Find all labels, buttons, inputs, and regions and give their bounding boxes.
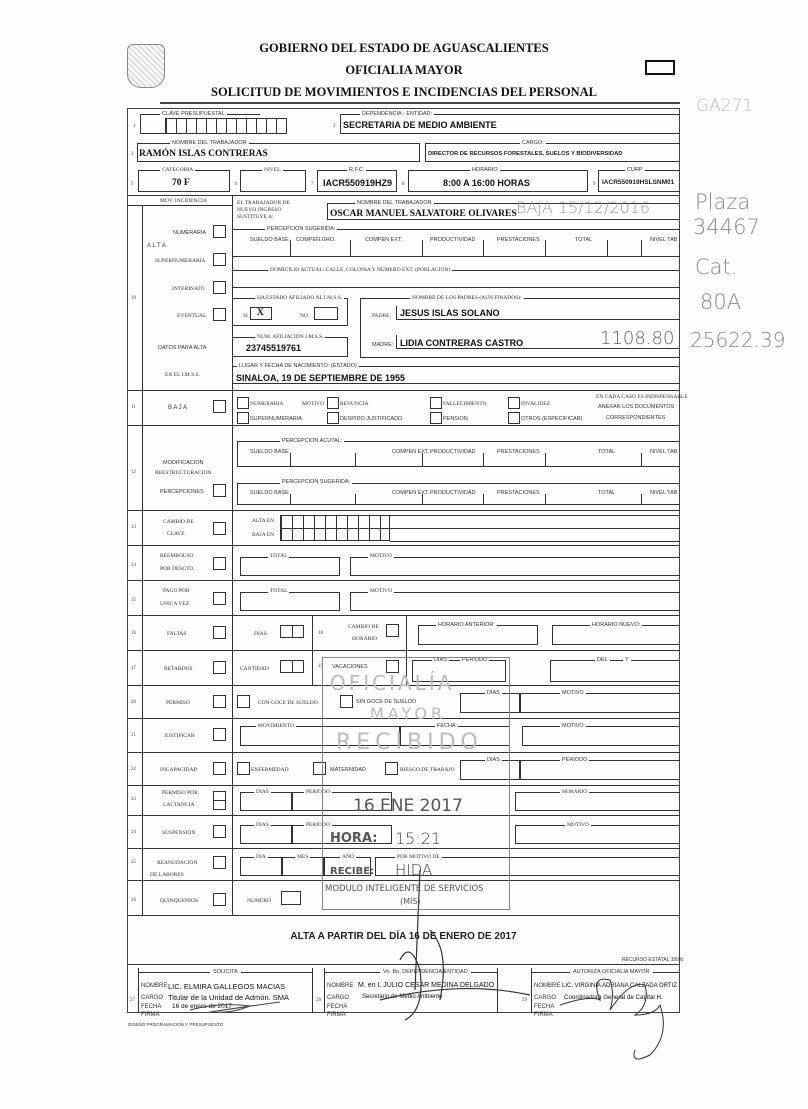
stamp-text: RECIBIDO: [336, 730, 483, 755]
invalidez-checkbox[interactable]: [508, 397, 520, 409]
field-label: DEPENDENCIA - ENTIDAD:: [362, 111, 432, 117]
pension-checkbox[interactable]: [430, 412, 442, 424]
field-label: CATEGORIA: [162, 167, 194, 173]
suspension-label: SUSPENSION: [162, 830, 196, 836]
fallecimiento-checkbox[interactable]: [430, 397, 442, 409]
baja-label: B A J A: [168, 405, 188, 411]
field-label: HORARIO NUEVO:: [592, 622, 641, 628]
dias-label: DIAS: [254, 631, 267, 637]
permiso-checkbox[interactable]: [213, 695, 226, 708]
alta-en-label: ALTA EN: [252, 518, 275, 524]
option-label: DESPIDO JUSTIFICADO: [340, 416, 403, 422]
justificar-checkbox[interactable]: [213, 728, 226, 741]
lactancia-horario-field[interactable]: [515, 792, 680, 811]
row-number: 27: [130, 998, 135, 1003]
column-label: PRESTACIONES: [497, 237, 540, 243]
cantidad-label: CANTIDAD: [240, 666, 269, 672]
madre-value: LIDIA CONTRERAS CASTRO: [400, 338, 524, 348]
row-number: 18: [318, 631, 323, 636]
otros-checkbox[interactable]: [508, 412, 520, 424]
row-number: 8: [402, 182, 405, 187]
option-label: OTROS (ESPECIFICAR): [521, 416, 583, 422]
sig-label: FIRMA: [327, 1012, 346, 1018]
row-number: 14: [131, 563, 136, 568]
vobo-nombre: M. en I. JULIO CESAR MEDINA DELGADO: [358, 982, 495, 989]
stamp-recibe-label: RECIBE:: [330, 866, 375, 877]
numeraria-label: NUMERARIA: [173, 230, 207, 236]
stamp-date: 16 ENE 2017: [353, 796, 463, 816]
stamp-text: MAYOR: [370, 704, 447, 723]
stamp-hora-label: HORA:: [330, 831, 378, 846]
handwritten-amount-2: 1108.80: [600, 328, 675, 349]
vacaciones-label: VACACIONES: [332, 664, 368, 670]
cambio-clave-checkbox[interactable]: [213, 522, 226, 535]
baja-numeraria-checkbox[interactable]: [237, 397, 249, 409]
solicita-title: SOLICITA: [210, 969, 241, 975]
column-label: PRODUCTIVIDAD: [430, 490, 476, 496]
baja-checkbox[interactable]: [213, 400, 226, 413]
supernumeraria-checkbox[interactable]: [213, 253, 226, 266]
field-label: MOTIVO: [562, 690, 584, 696]
field-label: POR MOTIVO DE: [397, 854, 440, 860]
incapacidad-periodo-field[interactable]: [520, 760, 680, 780]
baja-note: EN CADA CASO ES INDISPENSABLE: [596, 394, 688, 400]
header-government: GOBIERNO DEL ESTADO DE AGUASCALIENTES: [259, 41, 549, 55]
pago-label: PAGO POR: [163, 588, 190, 594]
reembolso-motivo-field[interactable]: [350, 557, 680, 576]
percepcion-sugerida-field[interactable]: [232, 229, 680, 257]
cambio-horario-checkbox[interactable]: [386, 624, 399, 637]
solicita-nombre: LIC. ELMIRA GALLEGOS MACIAS: [168, 982, 286, 991]
nombre-value: RAMÓN ISLAS CONTRERAS: [139, 149, 268, 159]
padre-label: PADRE:: [372, 313, 392, 319]
row-number: 24: [131, 830, 136, 835]
reanudacion-label: REANUDACION: [157, 860, 198, 866]
field-label: MOTIVO: [562, 723, 584, 729]
vobo-title: Vo. Bo. DEPENDENCIA/ENTIDAD: [380, 969, 471, 975]
autoriza-title: AUTORIZA OFICIALIA MAYOR: [570, 969, 653, 975]
field-label: LUGAR Y FECHA DE NACIMIENTO: (ESTADO): [239, 363, 357, 369]
option-label: SIN GOCE DE SUELDO: [356, 699, 417, 705]
stamp-hora: 15:21: [395, 829, 442, 848]
retardos-cantidad-input[interactable]: [280, 660, 304, 673]
horario-nuevo-field[interactable]: [552, 625, 680, 645]
reembolso-checkbox[interactable]: [213, 557, 226, 570]
no-checkbox[interactable]: [314, 307, 338, 320]
row-number: 6: [235, 182, 238, 187]
motivo-label: MOTIVO: [302, 401, 324, 407]
option-label: SUPERNUMERARIA: [250, 416, 302, 422]
suspension-motivo-field[interactable]: [515, 825, 680, 844]
field-label: TOTAL: [270, 553, 288, 559]
column-label: NIVEL TAB: [650, 449, 678, 455]
sig-label: FIRMA: [141, 1012, 160, 1018]
sig-label: CARGO: [141, 995, 164, 1001]
field-label: TOTAL: [270, 588, 288, 594]
curp-value: IACR550919HSLSNM01: [602, 179, 675, 186]
row-divider: [127, 390, 680, 391]
row-number: 15: [131, 598, 136, 603]
row-number: 21: [131, 733, 136, 738]
field-label: HORARIO ANTERIOR:: [438, 622, 495, 628]
option-label: INVALIDEZ: [521, 401, 550, 407]
lactancia-label: PERMISO POR: [162, 790, 198, 796]
row-number: 23: [131, 797, 136, 802]
modificacion-label: MODIFICACION: [163, 460, 204, 466]
row-number: 19: [318, 664, 323, 669]
row-divider: [127, 205, 232, 206]
row-number: 10: [131, 296, 136, 301]
field-label: NOMBRE DEL TRABAJADOR: [172, 140, 247, 146]
autoriza-cargo: Coordinadora General de Capital H.: [564, 994, 663, 1001]
row-number: 16: [131, 631, 136, 636]
incapacidad-label: INCAPACIDAD: [160, 767, 198, 773]
row-number: 1: [133, 124, 136, 129]
eventual-label: EVENTUAL: [177, 313, 207, 319]
cambio-horario-label: CAMBIO DE: [348, 624, 379, 630]
option-label: ENFERMEDAD: [251, 767, 289, 773]
column-label: PRODUCTIVIDAD: [430, 237, 476, 243]
alta-label: A L T A: [147, 243, 166, 249]
field-label: AÑO: [342, 854, 354, 860]
afiliacion-value: 23745519761: [246, 343, 302, 353]
option-label: FALLECIMIENTO: [443, 401, 487, 407]
field-label: DIAS: [487, 757, 500, 763]
header-rule: [160, 102, 680, 104]
numero-label: NUMERO: [247, 898, 271, 904]
reestructuracion-label: REESTRUCTURACION: [155, 470, 212, 476]
horario-value: 8:00 A 16:00 HORAS: [443, 178, 530, 188]
sig-label: NOMBRE: [534, 983, 561, 989]
horario-anterior-field[interactable]: [418, 625, 538, 645]
lactancia-checkbox[interactable]: [213, 791, 226, 810]
column-label: PRESTACIONES: [497, 490, 540, 496]
row-number: 5: [131, 182, 134, 187]
column-label: SUELDO BASE: [250, 449, 289, 455]
interinato-label: INTERINATO: [172, 286, 205, 292]
pago-checkbox[interactable]: [213, 592, 226, 605]
sig-label: FECHA: [534, 1004, 555, 1010]
pago-motivo-field[interactable]: [350, 592, 680, 611]
page-title: SOLICITUD DE MOVIMIENTOS E INCIDENCIAS DEL PERSONAL: [211, 85, 597, 99]
suspension-checkbox[interactable]: [213, 825, 226, 838]
sig-label: CARGO: [534, 995, 557, 1001]
baja-supernumeraria-checkbox[interactable]: [237, 412, 249, 424]
column-label: TOTAL: [598, 490, 616, 496]
column-label: SUELDO BASE: [250, 237, 289, 243]
permiso-label: PERMISO: [166, 700, 190, 706]
column-label: PRODUCTIVIDAD: [430, 449, 476, 455]
row-number: 7: [311, 182, 314, 187]
con-goce-checkbox[interactable]: [237, 695, 250, 708]
cambio-horario-label: HORARIO: [352, 636, 378, 642]
cambio-clave-label: CAMBIO DE: [163, 519, 194, 525]
baja-note: CORRESPONDIENTES: [606, 415, 666, 421]
percepciones-label: PERCEPCIONES: [160, 489, 204, 495]
row-number: 17: [131, 666, 136, 671]
solicita-fecha: 16 de enero de 2017: [172, 1003, 232, 1010]
row-number: 9: [593, 182, 596, 187]
renuncia-checkbox[interactable]: [327, 397, 339, 409]
row-divider: [127, 425, 680, 426]
field-label: FECHA: [437, 723, 456, 729]
header-office: OFICIALIA MAYOR: [345, 63, 463, 77]
retardos-label: RETARDOS: [164, 666, 193, 672]
pago-total-field[interactable]: [240, 592, 340, 611]
field-label: NOMBRE DE LOS PADRES (AUN FINADOS):: [412, 295, 522, 301]
stamp-recibe: HIDA: [395, 861, 433, 879]
eventual-checkbox[interactable]: [213, 308, 226, 321]
baja-en-label: BAJA EN: [252, 532, 275, 538]
baja-note: ANEXAR LOS DOCUMENTOS: [598, 404, 675, 410]
handwritten-plaza: Plaza: [695, 190, 751, 214]
handwritten-cat-value: 80A: [700, 290, 742, 314]
row-divider: [127, 545, 680, 546]
field-label: MOTIVO: [370, 588, 392, 594]
reembolso-total-field[interactable]: [240, 557, 340, 576]
si-label: SI: [243, 313, 248, 319]
nivel-field[interactable]: [240, 170, 306, 192]
justificar-label: JUSTIFICAR: [164, 733, 195, 739]
sig-label: FECHA: [327, 1004, 348, 1010]
no-label: NO: [300, 313, 308, 319]
imss-label: EN EL I.M.S.S.: [165, 372, 200, 378]
stamp-text: OFICIALÍA: [330, 671, 455, 695]
field-label: PERIODO: [306, 822, 330, 828]
madre-label: MADRE:: [372, 342, 394, 348]
row-number: 28: [316, 998, 321, 1003]
handwritten-plaza-number: 34467: [693, 215, 760, 239]
row-number: 13: [131, 525, 136, 530]
incapacidad-checkbox[interactable]: [213, 762, 226, 775]
column-label: TOTAL: [598, 449, 616, 455]
sig-label: FIRMA: [534, 1012, 553, 1018]
faltas-checkbox[interactable]: [213, 626, 226, 639]
row-number: 26: [131, 898, 136, 903]
autoriza-nombre: LIC. VIRGINIA ADRIANA CALZADA ORTIZ: [562, 983, 677, 989]
field-label: DOMICILIO ACTUAL: CALLE, COLONIA Y NUMERO EXT. (POBLACION): [270, 267, 451, 273]
si-value: X: [257, 308, 264, 318]
retardos-checkbox[interactable]: [213, 661, 226, 674]
option-label: CON GOCE DE SUELDO: [258, 700, 318, 706]
datos-alta-label: DATOS PARA ALTA: [158, 345, 207, 351]
option-label: RIESGO DE TRABAJO: [400, 767, 455, 773]
rfc-value: IACR550919HZ9: [323, 178, 393, 188]
row-divider: [127, 580, 680, 581]
row-number: 22: [131, 767, 136, 772]
clave-presupuestal-cells[interactable]: [165, 118, 287, 134]
handwritten-cat: Cat.: [695, 255, 738, 279]
sig-label: NOMBRE: [141, 983, 168, 989]
recurso-label: RECURSO ESTATAL 100%: [622, 957, 684, 963]
field-label: PERIODO: [562, 757, 588, 763]
cargo-value: DIRECTOR DE RECURSOS FORESTALES, SUELOS Y BIODIVERSIDAD: [428, 151, 623, 157]
stamp-text: MODULO INTELIGENTE DE SERVICIOS: [325, 884, 484, 894]
field-label: R.F.C.: [349, 167, 365, 173]
faltas-dias-input[interactable]: [280, 625, 304, 638]
nacimiento-value: SINALOA, 19 DE SEPTIEMBRE DE 1955: [236, 373, 406, 383]
enfermedad-checkbox[interactable]: [237, 762, 250, 775]
faltas-label: FALTAS: [167, 631, 187, 637]
sig-label: NOMBRE: [327, 983, 354, 989]
interinato-checkbox[interactable]: [213, 281, 226, 294]
field-label: PERCEPCION SUGERIDA:: [267, 226, 336, 232]
field-label: HA ESTADO AFILIADO AL I.M.S.S.: [257, 295, 343, 301]
reanudacion-checkbox[interactable]: [213, 856, 226, 869]
reembolso-label: POR DESCTO.: [160, 566, 195, 572]
dependencia-value: SECRETARIA DE MEDIO AMBIENTE: [343, 120, 497, 130]
cambio-clave-label: CLAVE: [167, 531, 185, 537]
sustituye-label: EL TRABAJADOR DE NUEVO INGRESO SUSTITUYE A:: [237, 200, 290, 220]
solicita-cargo: Titular de la Unidad de Admón. SMA: [168, 993, 290, 1002]
handwritten-baja: BAJA 15/12/2016: [516, 198, 651, 217]
row-divider: [127, 510, 680, 511]
quinquenios-label: QUINQUENIOS: [160, 898, 198, 904]
field-label: DIAS: [487, 690, 500, 696]
row-number: 3: [131, 152, 134, 157]
column-label: COMPEN EXT.: [392, 490, 430, 496]
stamp-text: (MIS): [400, 897, 421, 906]
row-divider: [127, 195, 680, 196]
handwritten-code: GA271: [696, 96, 754, 116]
field-label: HORARIO: [562, 789, 588, 795]
column-label: NIVEL TAB: [650, 237, 678, 243]
row-number: 29: [522, 998, 527, 1003]
field-label: MOTIVO: [370, 553, 392, 559]
sustituye-value: OSCAR MANUEL SALVATORE OLIVARES: [330, 209, 517, 219]
field-label: MES: [297, 854, 309, 860]
column-label: COMPEN EXT.: [365, 237, 403, 243]
field-label: CARGO:: [522, 140, 544, 146]
field-label: PERCEPCION ACUTAL:: [282, 438, 343, 444]
vobo-cargo: Secretario de Medio Ambiente: [362, 994, 443, 1000]
row-divider: [127, 615, 680, 616]
field-label: PERCEPCION SUGERIDA:: [282, 479, 351, 485]
field-label: NUM. AFILIACION I.M.S.S.: [257, 334, 324, 340]
field-label: HORARIO: [472, 167, 498, 173]
pago-label: UNICA VEZ: [160, 601, 190, 607]
field-label: CLAVE PRESUPUESTAL: [162, 111, 225, 117]
row-number: 2: [333, 124, 336, 129]
field-label: PERIODO: [306, 789, 330, 795]
row-number: 25: [131, 860, 136, 865]
numeraria-checkbox[interactable]: [213, 225, 226, 238]
column-label: COMPEN EXT.: [392, 449, 430, 455]
option-label: NUMERARIA: [250, 401, 284, 407]
option-label: MATERNIDAD: [330, 767, 366, 773]
field-label: DIA: [256, 854, 266, 860]
column-label: PRESTACIONES: [497, 449, 540, 455]
sig-label: FECHA: [141, 1004, 162, 1010]
handwritten-amount: 25622.39: [690, 328, 786, 352]
field-label: DIAS: [256, 822, 269, 828]
padre-value: JESUS ISLAS SOLANO: [400, 308, 500, 318]
field-label: DEL: [597, 657, 608, 663]
row-number: 20: [131, 700, 136, 705]
row-number: 12: [131, 470, 136, 475]
option-label: PENSION: [443, 416, 468, 422]
reembolso-label: REEMBOLSO: [160, 553, 194, 559]
field-label: DIAS: [256, 789, 269, 795]
field-label: MOTIVO: [567, 822, 589, 828]
folio-box: [645, 60, 675, 75]
permiso-motivo-field[interactable]: [520, 693, 680, 713]
column-label: NIVEL TAB: [650, 490, 678, 496]
sig-label: CARGO: [327, 995, 350, 1001]
number-column-line: [142, 205, 143, 915]
field-label: DIAS: [434, 657, 447, 663]
column-label: TOTAL: [575, 237, 593, 243]
supernumeraria-label: SUPERNUMERARIA: [155, 258, 206, 264]
row-divider: [127, 650, 680, 651]
field-label: Y: [625, 657, 629, 663]
reanudacion-label: DE LABORES: [150, 872, 184, 878]
categoria-value: 70 F: [172, 178, 190, 188]
despido-checkbox[interactable]: [327, 412, 339, 424]
mov-incidencia-label: MOV. INCIDENCIA: [160, 198, 207, 204]
field-label: PERIODO: [462, 657, 488, 663]
percepciones-checkbox[interactable]: [213, 484, 226, 497]
field-label: MOVIMIENTO: [258, 723, 294, 729]
lactancia-label: LACTANCIA: [163, 802, 195, 808]
footer-text: DISEÑO PROGRAMACION Y PRESUPUESTO: [128, 1022, 224, 1027]
field-label: CURP: [627, 167, 643, 173]
vacaciones-periodo-field[interactable]: [550, 660, 680, 682]
option-label: RENUNCIA: [340, 401, 369, 407]
field-label: NOMBRE DEL TRABAJADOR: [357, 200, 432, 206]
alta-fecha-text: ALTA A PARTIR DEL DÍA 16 DE ENERO DE 2017: [290, 931, 517, 942]
justificar-motivo-field[interactable]: [522, 726, 680, 746]
column-label: SUELDO BASE: [250, 490, 289, 496]
row-number: 11: [131, 405, 136, 410]
column-label: COMPEN.GRO.: [296, 237, 336, 243]
field-label: NIVEL: [264, 167, 281, 173]
